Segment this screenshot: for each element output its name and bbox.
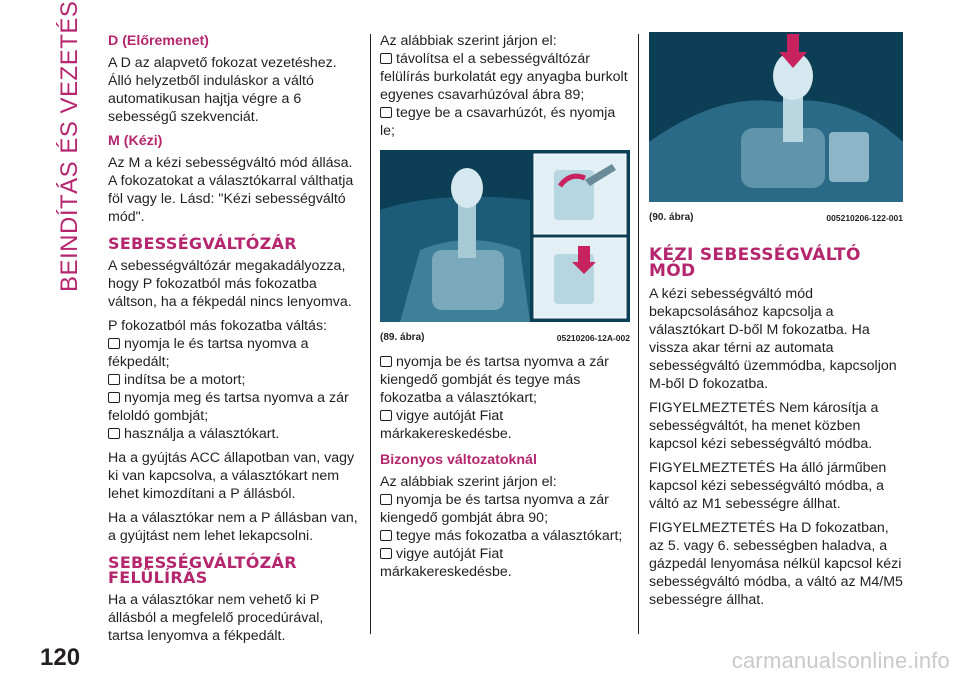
warning-2: FIGYELMEZTETÉS Ha álló járműben kapcsol kézi sebességváltó módba, a váltó az M1 sebességre állhat. [649,460,887,512]
gear-shifter-override-illustration [380,150,630,322]
warning-3: FIGYELMEZTETÉS Ha D fokozatban, az 5. vagy 6. sebességben haladva, a gázpedál lenyomása nélkül kapcsol kézi sebességváltó módba, a váltó az M4/M5 sebességre állhat. [649,520,903,608]
column-2 [380,32,630,581]
column-3 [649,32,903,615]
procedure-intro: Az alábbiak szerint járjon el: [380,33,557,49]
d-heading: D (Előremenet) [108,33,209,49]
manual-mode-text: A kézi sebességváltó mód bekapcsolásához kapcsolja a választókart D-ből M fokozatba. Ha vissza akar térni az automata sebességváltó üzemmódba, kapcsoljon M-ből D fokozatba. [649,286,897,392]
square-bullet-icon [380,548,392,559]
list-item: használja a választókart. [108,425,360,443]
square-bullet-icon [380,530,392,541]
list-item: nyomja le és tartsa nyomva a fékpedált; [108,336,309,370]
square-bullet-icon [108,338,120,349]
cases-intro: Az alábbiak szerint járjon el: [380,474,557,490]
override-text: Ha a választókar nem vehető ki P állásból a megfelelő procedúrával, tartsa lenyomva a fékpedált. [108,592,324,644]
list-item: nyomja be és tartsa nyomva a zár kiengedő gombját és tegye más fokozatba a választókart; [380,354,609,406]
figure-90-caption [649,209,903,227]
figure-90 [649,32,903,227]
lock-intro: P fokozatból más fokozatba váltás: [108,318,327,334]
figure-89 [380,150,630,347]
chapter-title-text: BEINDÍTÁS ÉS VEZETÉS [56,0,83,292]
bullet-list-b [380,353,630,443]
cases-heading: Bizonyos változatoknál [380,452,537,468]
list-item: távolítsa el a sebességváltózár felülírás burkolatát egy anyagba burkolt egyenes csavarhúzóval ábra 89; [380,51,628,103]
figure-89-label: (89. ábra) [380,332,425,343]
list-item: tegye más fokozatba a választókart; [380,527,630,545]
warning-1: FIGYELMEZTETÉS Nem károsítja a sebességváltót, ha menet közben kapcsol kézi sebességváltó módba. [649,400,879,452]
acc-text: Ha a gyújtás ACC állapotban van, vagy ki van kapcsolva, a választókart nem lehet kimozdítani a P állásból. [108,450,355,502]
lock-text: A sebességváltózár megakadályozza, hogy P fokozatból más fokozatba váltson, ha a fékpedál nincs lenyomva. [108,258,352,310]
d-text: A D az alapvető fokozat vezetéshez. Álló helyzetből induláskor a váltó automatikusan hajtja végre a 6 sebességű szekvenciát. [108,55,337,125]
watermark-credit: carmanualsonline.info [731,648,950,673]
square-bullet-icon [380,494,392,505]
square-bullet-icon [380,356,392,367]
figure-90-code: 005210206-122-001 [826,213,903,223]
figure-90-label: (90. ábra) [649,212,694,223]
list-item: tegye be a csavarhúzót, és nyomja le; [380,105,616,139]
square-bullet-icon [380,53,392,64]
square-bullet-icon [108,392,120,403]
list-item: vigye autóját Fiat márkakereskedésbe. [380,546,512,580]
column-divider [638,34,639,634]
figure-89-code: 05210206-12A-002 [556,333,630,343]
square-bullet-icon [108,428,120,439]
m-heading: M (Kézi) [108,133,163,149]
square-bullet-icon [380,107,392,118]
p-position-text: Ha a választókar nem a P állásban van, a gyújtást nem lehet lekapcsolni. [108,510,358,544]
lock-bullet-list [108,335,360,443]
page-number: 120 [40,644,81,671]
lock-section-title: SEBESSÉGVÁLTÓZÁR [108,234,297,253]
square-bullet-icon [108,374,120,385]
square-bullet-icon [380,410,392,421]
chapter-side-title [52,0,92,294]
figure-89-caption [380,329,630,347]
list-item: nyomja be és tartsa nyomva a zár kiengedő gombját ábra 90; [380,492,609,526]
column-divider [370,34,371,634]
m-text: Az M a kézi sebességváltó mód állása. A fokozatokat a választókarral válthatja föl vagy le. Lásd: "Kézi sebességváltó mód". [108,155,354,225]
list-item: vigye autóját Fiat márkakereskedésbe. [380,408,512,442]
override-section-title: SEBESSÉGVÁLTÓZÁR FELÜLÍRÁS [108,553,297,587]
column-1 [108,32,360,651]
list-item: nyomja meg és tartsa nyomva a zár feloldó gombját; [108,390,349,424]
manual-mode-section-title: KÉZI SEBESSÉGVÁLTÓ MÓD [649,245,861,281]
gear-shifter-release-illustration [649,32,903,202]
list-item: indítsa be a motort; [108,371,360,389]
